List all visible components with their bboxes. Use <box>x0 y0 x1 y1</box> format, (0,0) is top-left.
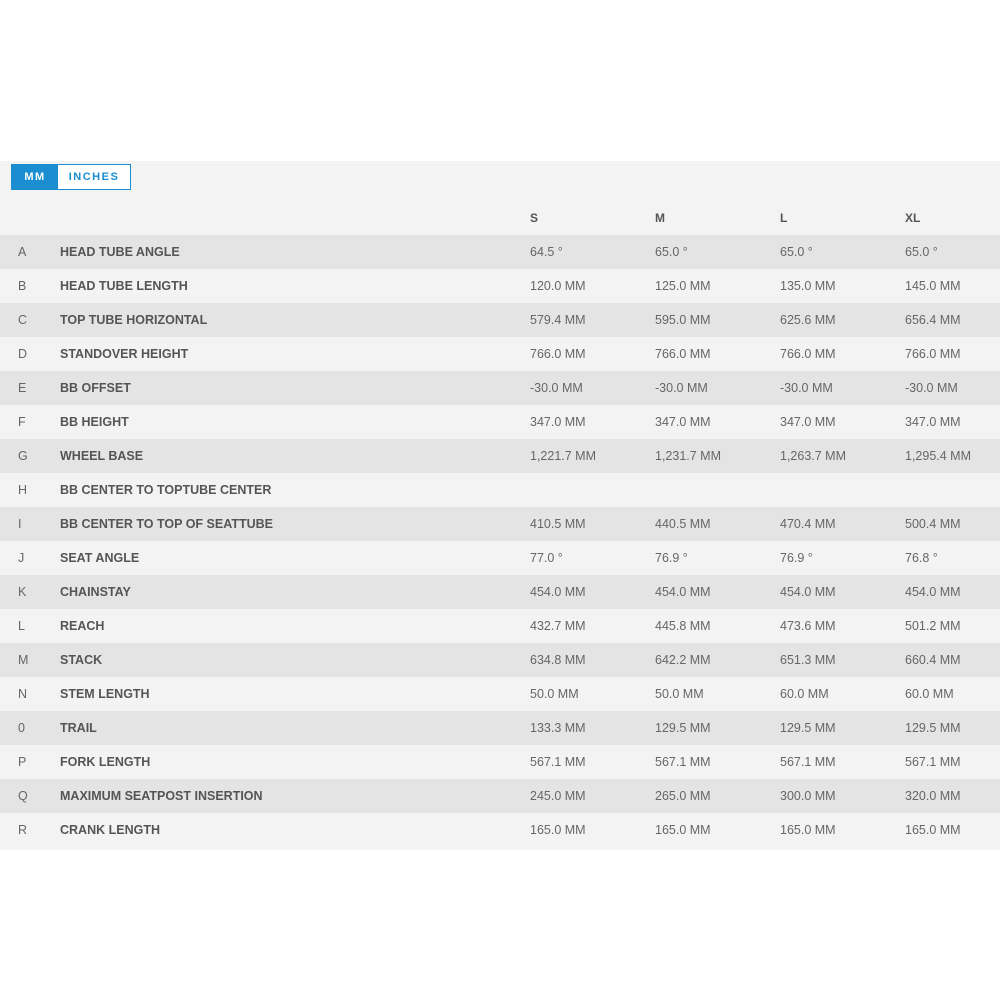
value-cell-l: 1,263.7 MM <box>780 449 847 463</box>
table-row <box>0 439 1000 473</box>
table-row <box>0 371 1000 405</box>
value-cell-m: -30.0 MM <box>655 381 708 395</box>
value-cell-xl: 454.0 MM <box>905 585 961 599</box>
value-cell-l: 347.0 MM <box>780 415 836 429</box>
table-row <box>0 235 1000 269</box>
row-label: STACK <box>60 653 103 667</box>
table-row <box>0 303 1000 337</box>
value-cell-xl: 766.0 MM <box>905 347 961 361</box>
value-cell-m: 642.2 MM <box>655 653 711 667</box>
row-letter: I <box>18 517 22 531</box>
value-cell-xl: 60.0 MM <box>905 687 954 701</box>
table-row <box>0 473 1000 507</box>
row-letter: Q <box>18 789 28 803</box>
value-cell-s: 579.4 MM <box>530 313 586 327</box>
value-cell-m: 129.5 MM <box>655 721 711 735</box>
value-cell-m: 454.0 MM <box>655 585 711 599</box>
value-cell-m: 567.1 MM <box>655 755 711 769</box>
mm-unit-button[interactable]: MM <box>12 165 58 189</box>
row-label: MAXIMUM SEATPOST INSERTION <box>60 789 263 803</box>
row-letter: C <box>18 313 28 327</box>
size-header-s: S <box>530 211 539 225</box>
table-row <box>0 779 1000 813</box>
row-label: BB CENTER TO TOP OF SEATTUBE <box>60 517 273 531</box>
value-cell-l: 625.6 MM <box>780 313 836 327</box>
value-cell-m: 125.0 MM <box>655 279 711 293</box>
value-cell-xl: 1,295.4 MM <box>905 449 972 463</box>
row-letter: K <box>18 585 27 599</box>
value-cell-l: 651.3 MM <box>780 653 836 667</box>
value-cell-xl: 501.2 MM <box>905 619 961 633</box>
value-cell-s: 634.8 MM <box>530 653 586 667</box>
value-cell-m: 65.0 ° <box>655 245 688 259</box>
value-cell-s: 165.0 MM <box>530 823 586 837</box>
value-cell-m: 50.0 MM <box>655 687 704 701</box>
row-label: CHAINSTAY <box>60 585 131 599</box>
table-row <box>0 745 1000 779</box>
value-cell-s: 432.7 MM <box>530 619 586 633</box>
value-cell-m: 165.0 MM <box>655 823 711 837</box>
value-cell-s: 245.0 MM <box>530 789 586 803</box>
value-cell-l: 473.6 MM <box>780 619 836 633</box>
row-letter: M <box>18 653 29 667</box>
value-cell-m: 1,231.7 MM <box>655 449 722 463</box>
value-cell-m: 265.0 MM <box>655 789 711 803</box>
value-cell-xl: 129.5 MM <box>905 721 961 735</box>
row-label: TOP TUBE HORIZONTAL <box>60 313 208 327</box>
value-cell-m: 76.9 ° <box>655 551 688 565</box>
table-row <box>0 507 1000 541</box>
value-cell-xl: 165.0 MM <box>905 823 961 837</box>
value-cell-s: 50.0 MM <box>530 687 579 701</box>
value-cell-m: 766.0 MM <box>655 347 711 361</box>
table-row <box>0 269 1000 303</box>
row-letter: G <box>18 449 28 463</box>
value-cell-l: 76.9 ° <box>780 551 813 565</box>
size-header-m: M <box>655 211 665 225</box>
row-label: STANDOVER HEIGHT <box>60 347 189 361</box>
row-label: CRANK LENGTH <box>60 823 160 837</box>
value-cell-xl: 320.0 MM <box>905 789 961 803</box>
value-cell-xl: 65.0 ° <box>905 245 938 259</box>
value-cell-l: 165.0 MM <box>780 823 836 837</box>
table-row <box>0 677 1000 711</box>
value-cell-s: 64.5 ° <box>530 245 563 259</box>
row-letter: J <box>18 551 25 565</box>
value-cell-s: 77.0 ° <box>530 551 563 565</box>
row-letter: N <box>18 687 28 701</box>
row-label: HEAD TUBE LENGTH <box>60 279 188 293</box>
row-letter: A <box>18 245 27 259</box>
table-row <box>0 643 1000 677</box>
size-header-xl: XL <box>905 211 921 225</box>
size-header-l: L <box>780 211 788 225</box>
value-cell-xl: 656.4 MM <box>905 313 961 327</box>
inches-unit-button[interactable]: INCHES <box>68 171 120 183</box>
value-cell-l: 65.0 ° <box>780 245 813 259</box>
geometry-panel <box>0 161 1000 850</box>
value-cell-xl: 567.1 MM <box>905 755 961 769</box>
value-cell-s: 410.5 MM <box>530 517 586 531</box>
value-cell-m: 440.5 MM <box>655 517 711 531</box>
row-label: SEAT ANGLE <box>60 551 140 565</box>
table-row <box>0 575 1000 609</box>
value-cell-l: 470.4 MM <box>780 517 836 531</box>
value-cell-l: 129.5 MM <box>780 721 836 735</box>
row-label: BB HEIGHT <box>60 415 129 429</box>
row-label: WHEEL BASE <box>60 449 144 463</box>
row-letter: D <box>18 347 28 361</box>
value-cell-s: 120.0 MM <box>530 279 586 293</box>
table-row <box>0 711 1000 745</box>
value-cell-s: 766.0 MM <box>530 347 586 361</box>
geometry-table-body <box>0 235 1000 847</box>
value-cell-l: 567.1 MM <box>780 755 836 769</box>
row-letter: H <box>18 483 28 497</box>
row-label: BB OFFSET <box>60 381 131 395</box>
row-label: STEM LENGTH <box>60 687 150 701</box>
value-cell-m: 595.0 MM <box>655 313 711 327</box>
row-label: BB CENTER TO TOPTUBE CENTER <box>60 483 272 497</box>
value-cell-l: 60.0 MM <box>780 687 829 701</box>
value-cell-l: 300.0 MM <box>780 789 836 803</box>
value-cell-xl: 347.0 MM <box>905 415 961 429</box>
row-letter: L <box>18 619 25 633</box>
value-cell-l: 766.0 MM <box>780 347 836 361</box>
unit-toggle <box>11 164 131 190</box>
row-label: REACH <box>60 619 105 633</box>
row-letter: P <box>18 755 27 769</box>
table-row <box>0 405 1000 439</box>
value-cell-s: 567.1 MM <box>530 755 586 769</box>
value-cell-l: -30.0 MM <box>780 381 833 395</box>
row-letter: B <box>18 279 27 293</box>
value-cell-m: 445.8 MM <box>655 619 711 633</box>
table-row <box>0 337 1000 371</box>
value-cell-xl: 145.0 MM <box>905 279 961 293</box>
row-letter: F <box>18 415 26 429</box>
row-letter: 0 <box>18 721 25 735</box>
value-cell-l: 135.0 MM <box>780 279 836 293</box>
value-cell-xl: 76.8 ° <box>905 551 938 565</box>
value-cell-l: 454.0 MM <box>780 585 836 599</box>
row-letter: R <box>18 823 28 837</box>
value-cell-xl: -30.0 MM <box>905 381 958 395</box>
value-cell-m: 347.0 MM <box>655 415 711 429</box>
row-label: FORK LENGTH <box>60 755 151 769</box>
value-cell-xl: 660.4 MM <box>905 653 961 667</box>
value-cell-s: 347.0 MM <box>530 415 586 429</box>
value-cell-xl: 500.4 MM <box>905 517 961 531</box>
table-row <box>0 609 1000 643</box>
table-row <box>0 813 1000 847</box>
row-label: TRAIL <box>60 721 97 735</box>
value-cell-s: -30.0 MM <box>530 381 583 395</box>
row-letter: E <box>18 381 27 395</box>
size-header-row <box>0 201 1000 235</box>
value-cell-s: 133.3 MM <box>530 721 586 735</box>
value-cell-s: 1,221.7 MM <box>530 449 597 463</box>
table-row <box>0 541 1000 575</box>
value-cell-s: 454.0 MM <box>530 585 586 599</box>
row-label: HEAD TUBE ANGLE <box>60 245 180 259</box>
